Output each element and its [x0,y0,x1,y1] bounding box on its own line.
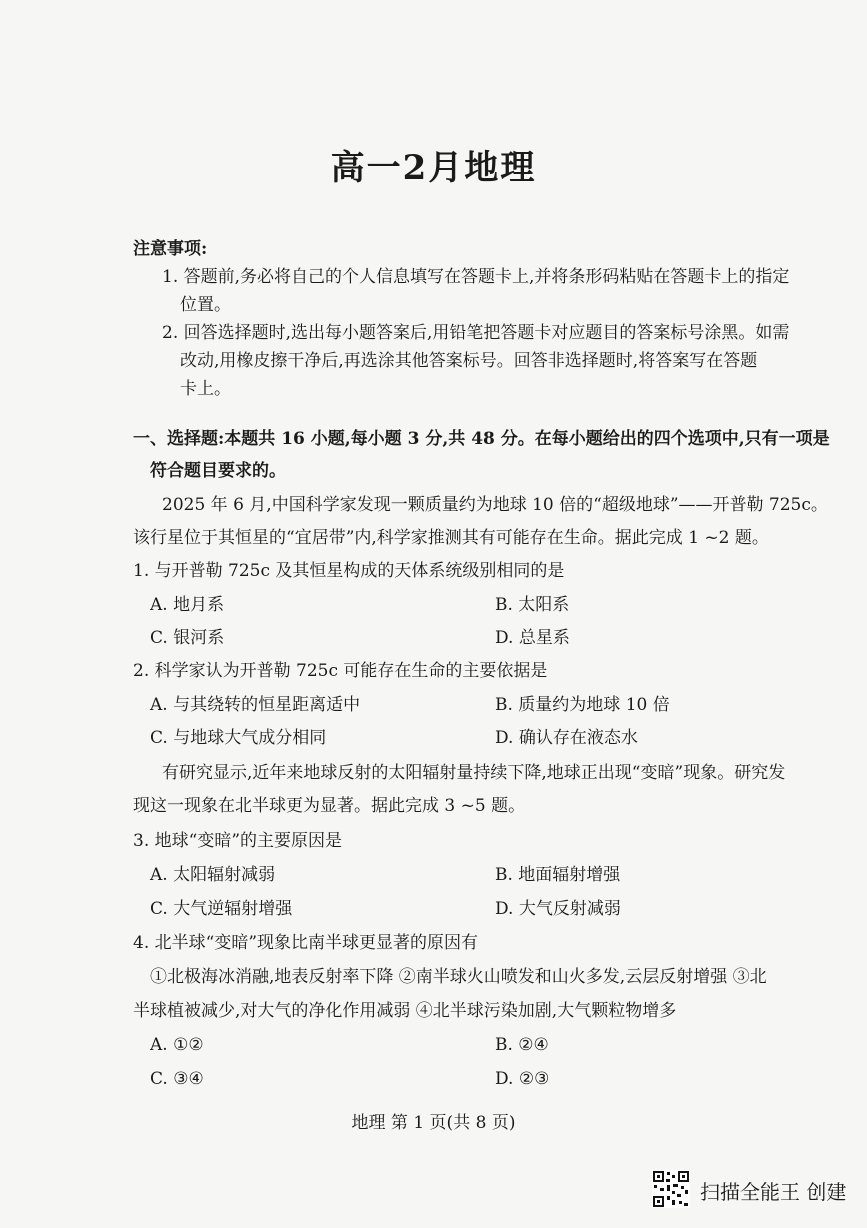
section-heading-line-1: 一、选择题:本题共 16 小题,每小题 3 分,共 48 分。在每小题给出的四个选项中,只有一项是 [133,429,830,449]
question-4-option-b: B. ②④ [495,1035,549,1055]
page-footer: 地理 第 1 页(共 8 页) [351,1113,516,1133]
notice-item-1-line-2: 位置。 [180,295,231,315]
question-4-statements-line-2: 半球植被减少,对大气的净化作用减弱 ④北半球污染加剧,大气颗粒物增多 [133,1001,677,1021]
question-1-stem: 1. 与开普勒 725c 及其恒星构成的天体系统级别相同的是 [133,561,565,581]
question-4-option-a: A. ①② [150,1035,204,1055]
question-2-option-c: C. 与地球大气成分相同 [150,728,327,748]
page-title: 高一2月地理 [330,148,537,188]
passage-1-line-1: 2025 年 6 月,中国科学家发现一颗质量约为地球 10 倍的“超级地球”——开普勒 725c。 [162,495,828,515]
notice-item-1-line-1: 1. 答题前,务必将自己的个人信息填写在答题卡上,并将条形码粘贴在答题卡上的指定 [162,267,790,287]
question-2-stem: 2. 科学家认为开普勒 725c 可能存在生命的主要依据是 [133,661,548,681]
passage-2-line-2: 现这一现象在北半球更为显著。据此完成 3 ~5 题。 [133,796,526,816]
passage-2-line-1: 有研究显示,近年来地球反射的太阳辐射量持续下降,地球正出现“变暗”现象。研究发 [162,763,786,783]
question-1-option-d: D. 总星系 [495,628,570,648]
notice-item-2-line-2: 改动,用橡皮擦干净后,再选涂其他答案标号。回答非选择题时,将答案写在答题 [180,351,758,371]
question-3-option-b: B. 地面辐射增强 [495,865,621,885]
notice-item-2-line-1: 2. 回答选择题时,选出每小题答案后,用铅笔把答题卡对应题目的答案标号涂黑。如需 [162,323,790,343]
notice-item-2-line-3: 卡上。 [180,379,231,399]
notice-heading: 注意事项: [133,239,208,259]
question-3-option-c: C. 大气逆辐射增强 [150,899,293,919]
scanner-watermark: 扫描全能王 创建 [700,1180,847,1204]
question-4-stem: 4. 北半球“变暗”现象比南半球更显著的原因有 [133,933,479,953]
question-2-option-a: A. 与其绕转的恒星距离适中 [150,695,361,715]
question-2-option-b: B. 质量约为地球 10 倍 [495,695,670,715]
question-1-option-b: B. 太阳系 [495,595,570,615]
qr-code-icon [652,1170,690,1208]
section-heading-line-2: 符合题目要求的。 [150,461,286,481]
question-4-option-d: D. ②③ [495,1069,550,1089]
question-3-option-d: D. 大气反射减弱 [495,899,621,919]
question-3-stem: 3. 地球“变暗”的主要原因是 [133,831,343,851]
question-4-statements-line-1: ①北极海冰消融,地表反射率下降 ②南半球火山喷发和山火多发,云层反射增强 ③北 [150,967,767,987]
question-3-option-a: A. 太阳辐射减弱 [150,865,276,885]
question-1-option-a: A. 地月系 [150,595,225,615]
question-2-option-d: D. 确认存在液态水 [495,728,638,748]
question-1-option-c: C. 银河系 [150,628,225,648]
passage-1-line-2: 该行星位于其恒星的“宜居带”内,科学家推测其有可能存在生命。据此完成 1 ~2 题。 [133,528,769,548]
question-4-option-c: C. ③④ [150,1069,204,1089]
